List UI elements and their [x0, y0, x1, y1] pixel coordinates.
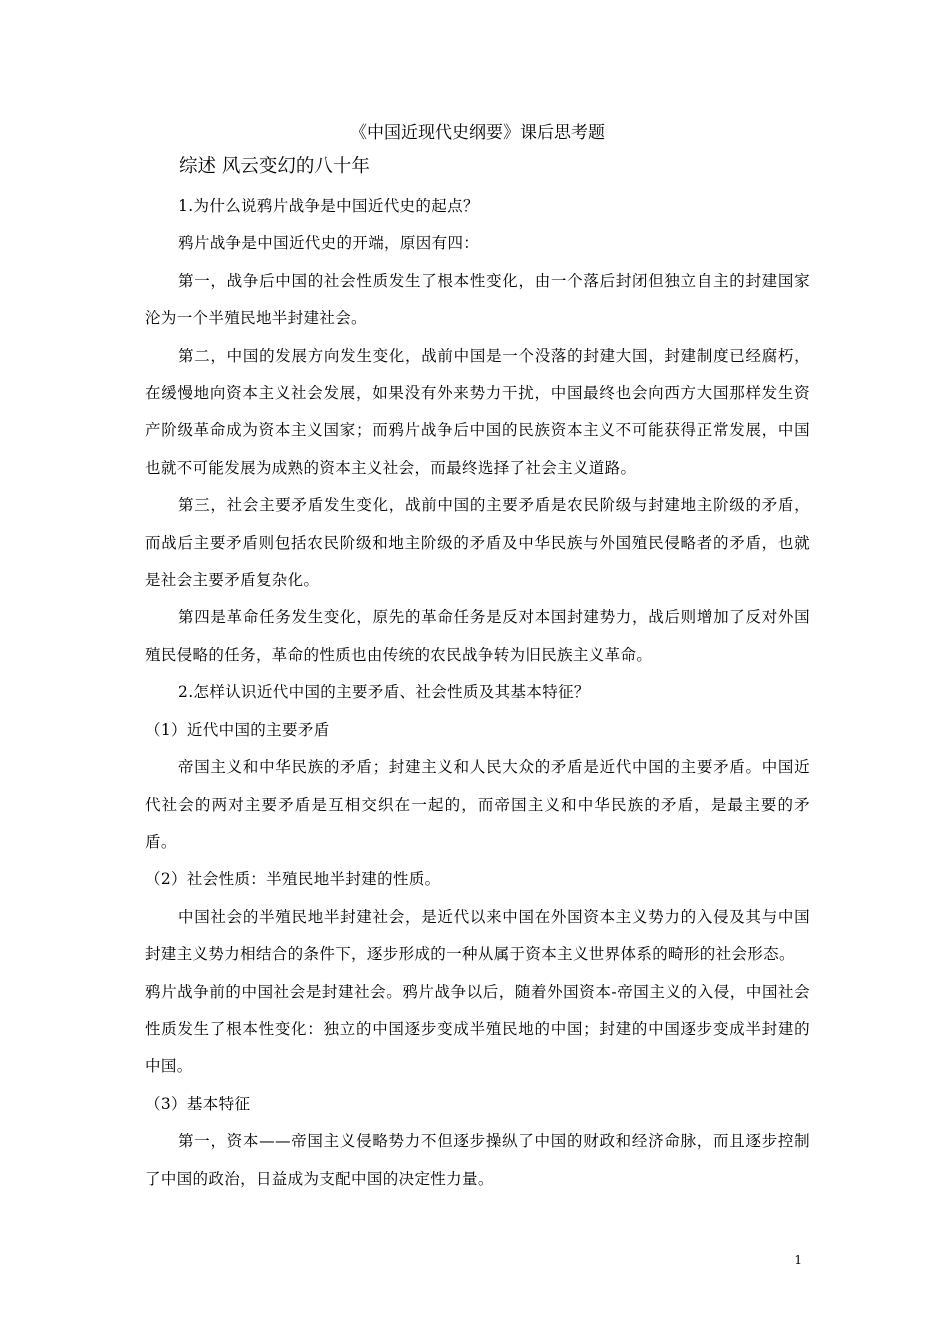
section-heading: 综述 风云变幻的八十年 [179, 156, 370, 177]
paragraph: 鸦片战争是中国近代史的开端，原因有四： [178, 234, 480, 253]
subheading: （2）社会性质：半殖民地半封建的性质。 [145, 870, 441, 889]
subheading: （3）基本特征 [145, 1094, 251, 1113]
question-2: 2.怎样认识近代中国的主要矛盾、社会性质及其基本特征？ [178, 683, 590, 702]
paragraph: 中国社会的半殖民地半封建社会，是近代以来中国在外国资本主义势力的入侵及其与中国封建主义势力相结合的条件下，逐步形成的一种从属于资本主义世界体系的畸形的社会形态。 [145, 907, 810, 964]
paragraph: 第一，资本——帝国主义侵略势力不但逐步操纵了中国的财政和经济命脉，而且逐步控制了中国的政治，日益成为支配中国的决定性力量。 [145, 1132, 810, 1188]
paragraph: 第二，中国的发展方向发生变化，战前中国是一个没落的封建大国，封建制度已经腐朽，在缓慢地向资本主义社会发展，如果没有外来势力干扰，中国最终也会向西方大国那样发生资产阶级革命成为资本主义国家；而鸦片战争后中国的民族资本主义不可能获得正常发展，中国也就不可能发展为成熟的资本主义社会，而最终选择了社会主义道路。 [145, 346, 810, 477]
page-number: 1 [794, 1253, 802, 1267]
paragraph: 第一，战争后中国的社会性质发生了根本性变化，由一个落后封闭但独立自主的封建国家沦为一个半殖民地半封建社会。 [145, 271, 810, 328]
paragraph: 第三，社会主要矛盾发生变化，战前中国的主要矛盾是农民阶级与封建地主阶级的矛盾，而战后主要矛盾则包括农民阶级和地主阶级的矛盾及中华民族与外国殖民侵略者的矛盾，也就是社会主要矛盾复杂化。 [145, 496, 810, 590]
paragraph: 第四是革命任务发生变化，原先的革命任务是反对本国封建势力，战后则增加了反对外国殖民侵略的任务，革命的性质也由传统的农民战争转为旧民族主义革命。 [145, 608, 810, 664]
document-body [145, 118, 810, 1198]
paragraph: 鸦片战争前的中国社会是封建社会。鸦片战争以后，随着外国资本-帝国主义的入侵，中国社会性质发生了根本性变化：独立的中国逐步变成半殖民地的中国；封建的中国逐步变成半封建的中国。 [145, 982, 810, 1076]
subheading: （1）近代中国的主要矛盾 [145, 720, 330, 739]
document-title: 《中国近现代史纲要》课后思考题 [350, 123, 605, 143]
question-1: 1.为什么说鸦片战争是中国近代史的起点？ [178, 197, 479, 215]
paragraph: 帝国主义和中华民族的矛盾；封建主义和人民大众的矛盾是近代中国的主要矛盾。中国近代社会的两对主要矛盾是互相交织在一起的，而帝国主义和中华民族的矛盾，是最主要的矛盾。 [145, 758, 810, 851]
